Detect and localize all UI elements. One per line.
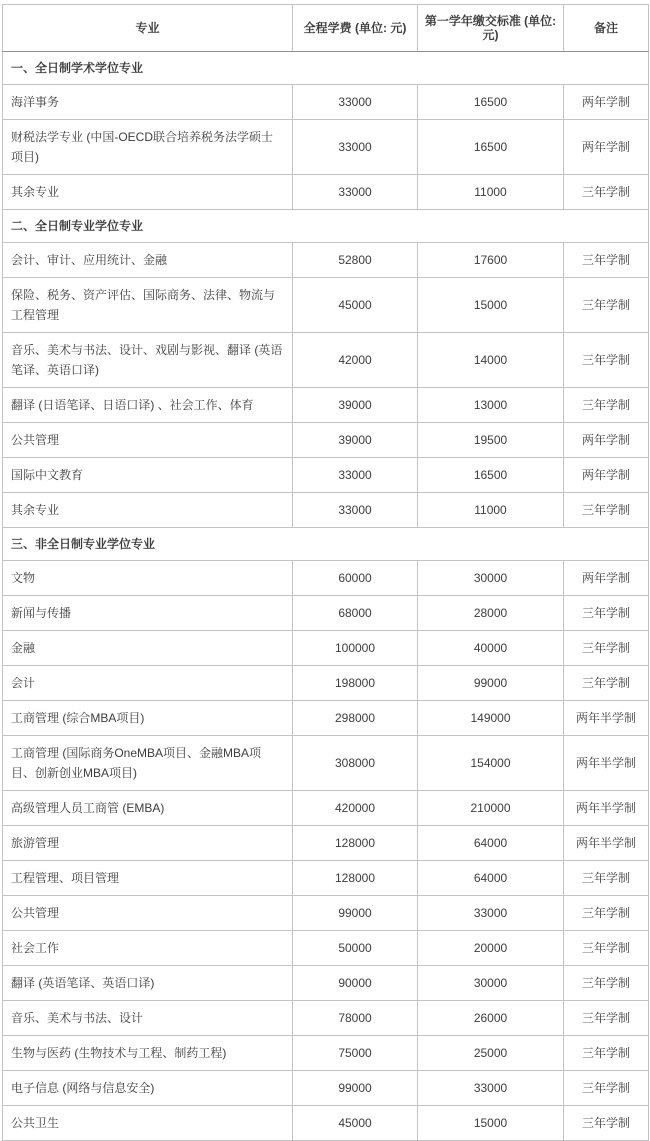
total-fee-cell: 128000 [293, 861, 418, 896]
total-fee-cell: 33000 [293, 175, 418, 210]
total-fee-cell: 198000 [293, 666, 418, 701]
total-fee-cell: 128000 [293, 826, 418, 861]
table-row [3, 120, 649, 175]
note-cell: 三年学制 [564, 1001, 649, 1036]
major-cell: 会计 [3, 666, 293, 701]
total-fee-cell: 52800 [293, 243, 418, 278]
section-header-row [3, 210, 649, 243]
first-year-fee-cell: 16500 [418, 120, 564, 175]
note-cell: 两年半学制 [564, 736, 649, 791]
tuition-fee-table [2, 4, 649, 1141]
major-cell: 电子信息 (网络与信息安全) [3, 1071, 293, 1106]
note-cell: 三年学制 [564, 493, 649, 528]
total-fee-cell: 308000 [293, 736, 418, 791]
note-cell: 三年学制 [564, 931, 649, 966]
first-year-fee-cell: 154000 [418, 736, 564, 791]
note-cell: 三年学制 [564, 666, 649, 701]
first-year-fee-cell: 15000 [418, 1106, 564, 1141]
table-row [3, 423, 649, 458]
note-cell: 三年学制 [564, 333, 649, 388]
first-year-fee-cell: 28000 [418, 596, 564, 631]
note-cell: 两年学制 [564, 458, 649, 493]
total-fee-cell: 60000 [293, 561, 418, 596]
column-header-note: 备注 [564, 5, 649, 52]
major-cell: 金融 [3, 631, 293, 666]
table-row [3, 596, 649, 631]
first-year-fee-cell: 26000 [418, 1001, 564, 1036]
major-cell: 海洋事务 [3, 85, 293, 120]
table-row [3, 631, 649, 666]
table-row [3, 278, 649, 333]
first-year-fee-cell: 30000 [418, 561, 564, 596]
major-cell: 公共卫生 [3, 1106, 293, 1141]
table-row [3, 966, 649, 1001]
table-row [3, 1001, 649, 1036]
table-row [3, 1036, 649, 1071]
first-year-fee-cell: 99000 [418, 666, 564, 701]
total-fee-cell: 33000 [293, 458, 418, 493]
note-cell: 三年学制 [564, 388, 649, 423]
note-cell: 三年学制 [564, 861, 649, 896]
first-year-fee-cell: 33000 [418, 1071, 564, 1106]
table-row [3, 931, 649, 966]
first-year-fee-cell: 17600 [418, 243, 564, 278]
first-year-fee-cell: 25000 [418, 1036, 564, 1071]
note-cell: 三年学制 [564, 1106, 649, 1141]
total-fee-cell: 45000 [293, 278, 418, 333]
note-cell: 三年学制 [564, 175, 649, 210]
section-header-row [3, 528, 649, 561]
table-row [3, 701, 649, 736]
note-cell: 三年学制 [564, 631, 649, 666]
total-fee-cell: 39000 [293, 388, 418, 423]
table-row [3, 736, 649, 791]
section-title: 一、全日制学术学位专业 [3, 52, 649, 85]
major-cell: 音乐、美术与书法、设计、戏剧与影视、翻译 (英语笔译、英语口译) [3, 333, 293, 388]
major-cell: 公共管理 [3, 423, 293, 458]
section-title: 二、全日制专业学位专业 [3, 210, 649, 243]
major-cell: 会计、审计、应用统计、金融 [3, 243, 293, 278]
major-cell: 生物与医药 (生物技术与工程、制药工程) [3, 1036, 293, 1071]
first-year-fee-cell: 19500 [418, 423, 564, 458]
total-fee-cell: 90000 [293, 966, 418, 1001]
table-row [3, 896, 649, 931]
table-row [3, 826, 649, 861]
total-fee-cell: 78000 [293, 1001, 418, 1036]
table-row [3, 85, 649, 120]
major-cell: 文物 [3, 561, 293, 596]
note-cell: 两年学制 [564, 120, 649, 175]
total-fee-cell: 75000 [293, 1036, 418, 1071]
section-title: 三、非全日制专业学位专业 [3, 528, 649, 561]
table-row [3, 1071, 649, 1106]
note-cell: 两年学制 [564, 561, 649, 596]
column-header-major: 专业 [3, 5, 293, 52]
major-cell: 保险、税务、资产评估、国际商务、法律、物流与工程管理 [3, 278, 293, 333]
note-cell: 三年学制 [564, 966, 649, 1001]
note-cell: 两年半学制 [564, 791, 649, 826]
note-cell: 三年学制 [564, 896, 649, 931]
major-cell: 工程管理、项目管理 [3, 861, 293, 896]
major-cell: 其余专业 [3, 175, 293, 210]
first-year-fee-cell: 64000 [418, 826, 564, 861]
total-fee-cell: 33000 [293, 120, 418, 175]
section-header-row [3, 52, 649, 85]
note-cell: 三年学制 [564, 1036, 649, 1071]
major-cell: 其余专业 [3, 493, 293, 528]
total-fee-cell: 99000 [293, 896, 418, 931]
first-year-fee-cell: 149000 [418, 701, 564, 736]
table-row [3, 243, 649, 278]
table-row [3, 561, 649, 596]
column-header-total-fee: 全程学费 (单位: 元) [293, 5, 418, 52]
note-cell: 两年半学制 [564, 701, 649, 736]
table-row [3, 388, 649, 423]
first-year-fee-cell: 20000 [418, 931, 564, 966]
total-fee-cell: 68000 [293, 596, 418, 631]
column-header-first-year-fee: 第一学年缴交标准 (单位: 元) [418, 5, 564, 52]
major-cell: 高级管理人员工商管 (EMBA) [3, 791, 293, 826]
first-year-fee-cell: 13000 [418, 388, 564, 423]
total-fee-cell: 33000 [293, 85, 418, 120]
note-cell: 三年学制 [564, 243, 649, 278]
table-row [3, 175, 649, 210]
major-cell: 新闻与传播 [3, 596, 293, 631]
total-fee-cell: 99000 [293, 1071, 418, 1106]
total-fee-cell: 45000 [293, 1106, 418, 1141]
header-row [3, 5, 649, 52]
first-year-fee-cell: 11000 [418, 493, 564, 528]
table-row [3, 791, 649, 826]
major-cell: 翻译 (英语笔译、英语口译) [3, 966, 293, 1001]
note-cell: 两年学制 [564, 423, 649, 458]
table-row [3, 333, 649, 388]
note-cell: 三年学制 [564, 278, 649, 333]
major-cell: 音乐、美术与书法、设计 [3, 1001, 293, 1036]
table-body [3, 52, 649, 1141]
note-cell: 两年半学制 [564, 826, 649, 861]
major-cell: 国际中文教育 [3, 458, 293, 493]
total-fee-cell: 39000 [293, 423, 418, 458]
major-cell: 翻译 (日语笔译、日语口译) 、社会工作、体育 [3, 388, 293, 423]
first-year-fee-cell: 30000 [418, 966, 564, 1001]
table-row [3, 458, 649, 493]
note-cell: 两年学制 [564, 85, 649, 120]
first-year-fee-cell: 16500 [418, 85, 564, 120]
note-cell: 三年学制 [564, 1071, 649, 1106]
major-cell: 工商管理 (国际商务OneMBA项目、金融MBA项目、创新创业MBA项目) [3, 736, 293, 791]
major-cell: 社会工作 [3, 931, 293, 966]
total-fee-cell: 298000 [293, 701, 418, 736]
first-year-fee-cell: 11000 [418, 175, 564, 210]
major-cell: 工商管理 (综合MBA项目) [3, 701, 293, 736]
first-year-fee-cell: 40000 [418, 631, 564, 666]
first-year-fee-cell: 15000 [418, 278, 564, 333]
total-fee-cell: 50000 [293, 931, 418, 966]
table-row [3, 861, 649, 896]
total-fee-cell: 100000 [293, 631, 418, 666]
major-cell: 公共管理 [3, 896, 293, 931]
first-year-fee-cell: 14000 [418, 333, 564, 388]
table-row [3, 1106, 649, 1141]
major-cell: 财税法学专业 (中国-OECD联合培养税务法学硕士项目) [3, 120, 293, 175]
first-year-fee-cell: 210000 [418, 791, 564, 826]
total-fee-cell: 33000 [293, 493, 418, 528]
table-header [3, 5, 649, 52]
total-fee-cell: 420000 [293, 791, 418, 826]
first-year-fee-cell: 33000 [418, 896, 564, 931]
first-year-fee-cell: 64000 [418, 861, 564, 896]
total-fee-cell: 42000 [293, 333, 418, 388]
first-year-fee-cell: 16500 [418, 458, 564, 493]
note-cell: 三年学制 [564, 596, 649, 631]
table-row [3, 666, 649, 701]
table-row [3, 493, 649, 528]
major-cell: 旅游管理 [3, 826, 293, 861]
